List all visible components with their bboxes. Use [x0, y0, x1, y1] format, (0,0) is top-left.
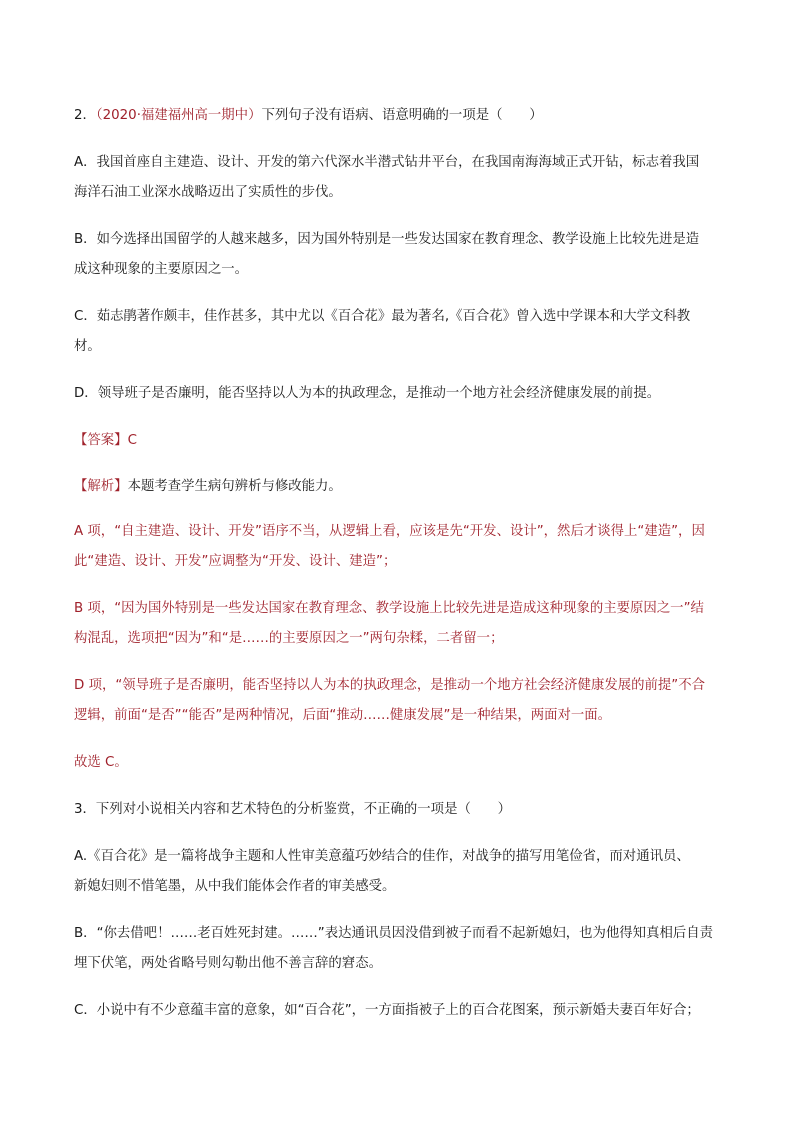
analysis-line — [74, 477, 724, 497]
explanation-d-line-2: 逻辑，前面“是否”“能否”是两种情况，后面“推动……健康发展”是一种结果，两面对一面。 — [74, 708, 612, 723]
q3-option-b-line-2: 埋下伏笔，两处省略号则勾勒出他不善言辞的窘态。 — [74, 956, 382, 971]
analysis-label: 【解析】 — [74, 479, 128, 494]
question-3-stem: 3．下列对小说相关内容和艺术特色的分析鉴赏，不正确的一项是（ ） — [74, 802, 512, 817]
q3-option-a-line-2: 新媳妇则不惜笔墨，从中我们能体会作者的审美感受。 — [74, 879, 396, 894]
explanation-b-line-1: B 项，“因为国外特别是一些发达国家在教育理念、教学设施上比较先进是造成这种现象的主要原因之一”结 — [74, 601, 704, 616]
q3-option-b-line-1: B．“你去借吧！……老百姓死封建。……”表达通讯员因没借到被子而看不起新媳妇，也为他得知真相后自责 — [74, 926, 714, 941]
explanation-a-line-2: 此“建造、设计、开发”应调整为“开发、设计、建造”； — [74, 554, 397, 569]
option-c-line-2: 材。 — [74, 339, 101, 354]
answer-label: 【答案】 — [74, 433, 128, 448]
option-b-line-2: 成这种现象的主要原因之一。 — [74, 262, 249, 277]
conclusion-line: 故选 C。 — [74, 755, 128, 770]
question-source: （2020·福建福州高一期中） — [95, 108, 262, 123]
explanation-b-line-2: 构混乱，选项把“因为”和“是……的主要原因之一”两句杂糅，二者留一； — [74, 631, 504, 646]
option-a-line-1: A．我国首座自主建造、设计、开发的第六代深水半潜式钻井平台，在我国南海海域正式开钻，标志着我国 — [74, 155, 700, 170]
option-d-line-1: D．领导班子是否廉明，能否坚持以人为本的执政理念，是推动一个地方社会经济健康发展的前提。 — [74, 386, 661, 401]
q3-option-c-line-1: C．小说中有不少意蕴丰富的意象，如“百合花”，一方面指被子上的百合花图案，预示新婚夫妻百年好合； — [74, 1003, 700, 1018]
explanation-d-line-1: D 项，“领导班子是否廉明，能否坚持以人为本的执政理念，是推动一个地方社会经济健康发展的前提”不合 — [74, 678, 706, 693]
option-a-line-2: 海洋石油工业深水战略迈出了实质性的步伐。 — [74, 185, 342, 200]
option-b-line-1: B．如今选择出国留学的人越来越多，因为国外特别是一些发达国家在教育理念、教学设施上比较先进是造 — [74, 232, 700, 247]
explanation-a-line-1: A 项，“自主建造、设计、开发”语序不当，从逻辑上看，应该是先“开发、设计”，然后才谈得上“建造”，因 — [74, 524, 705, 539]
q3-option-a-line-1: A.《百合花》是一篇将战争主题和人性审美意蕴巧妙结合的佳作，对战争的描写用笔俭省，而对通讯员、 — [74, 849, 690, 864]
analysis-text: 本题考查学生病句辨析与修改能力。 — [127, 479, 342, 494]
answer-value: C — [127, 433, 137, 448]
question-2-stem — [74, 106, 724, 126]
option-c-line-1: C．茹志鹃著作颇丰，佳作甚多，其中尤以《百合花》最为著名,《百合花》曾入选中学课本和大学文科教 — [74, 309, 691, 324]
question-text: 下列句子没有语病、语意明确的一项是（ ） — [261, 108, 543, 123]
question-number: 2． — [74, 108, 96, 123]
answer-line — [74, 431, 724, 451]
